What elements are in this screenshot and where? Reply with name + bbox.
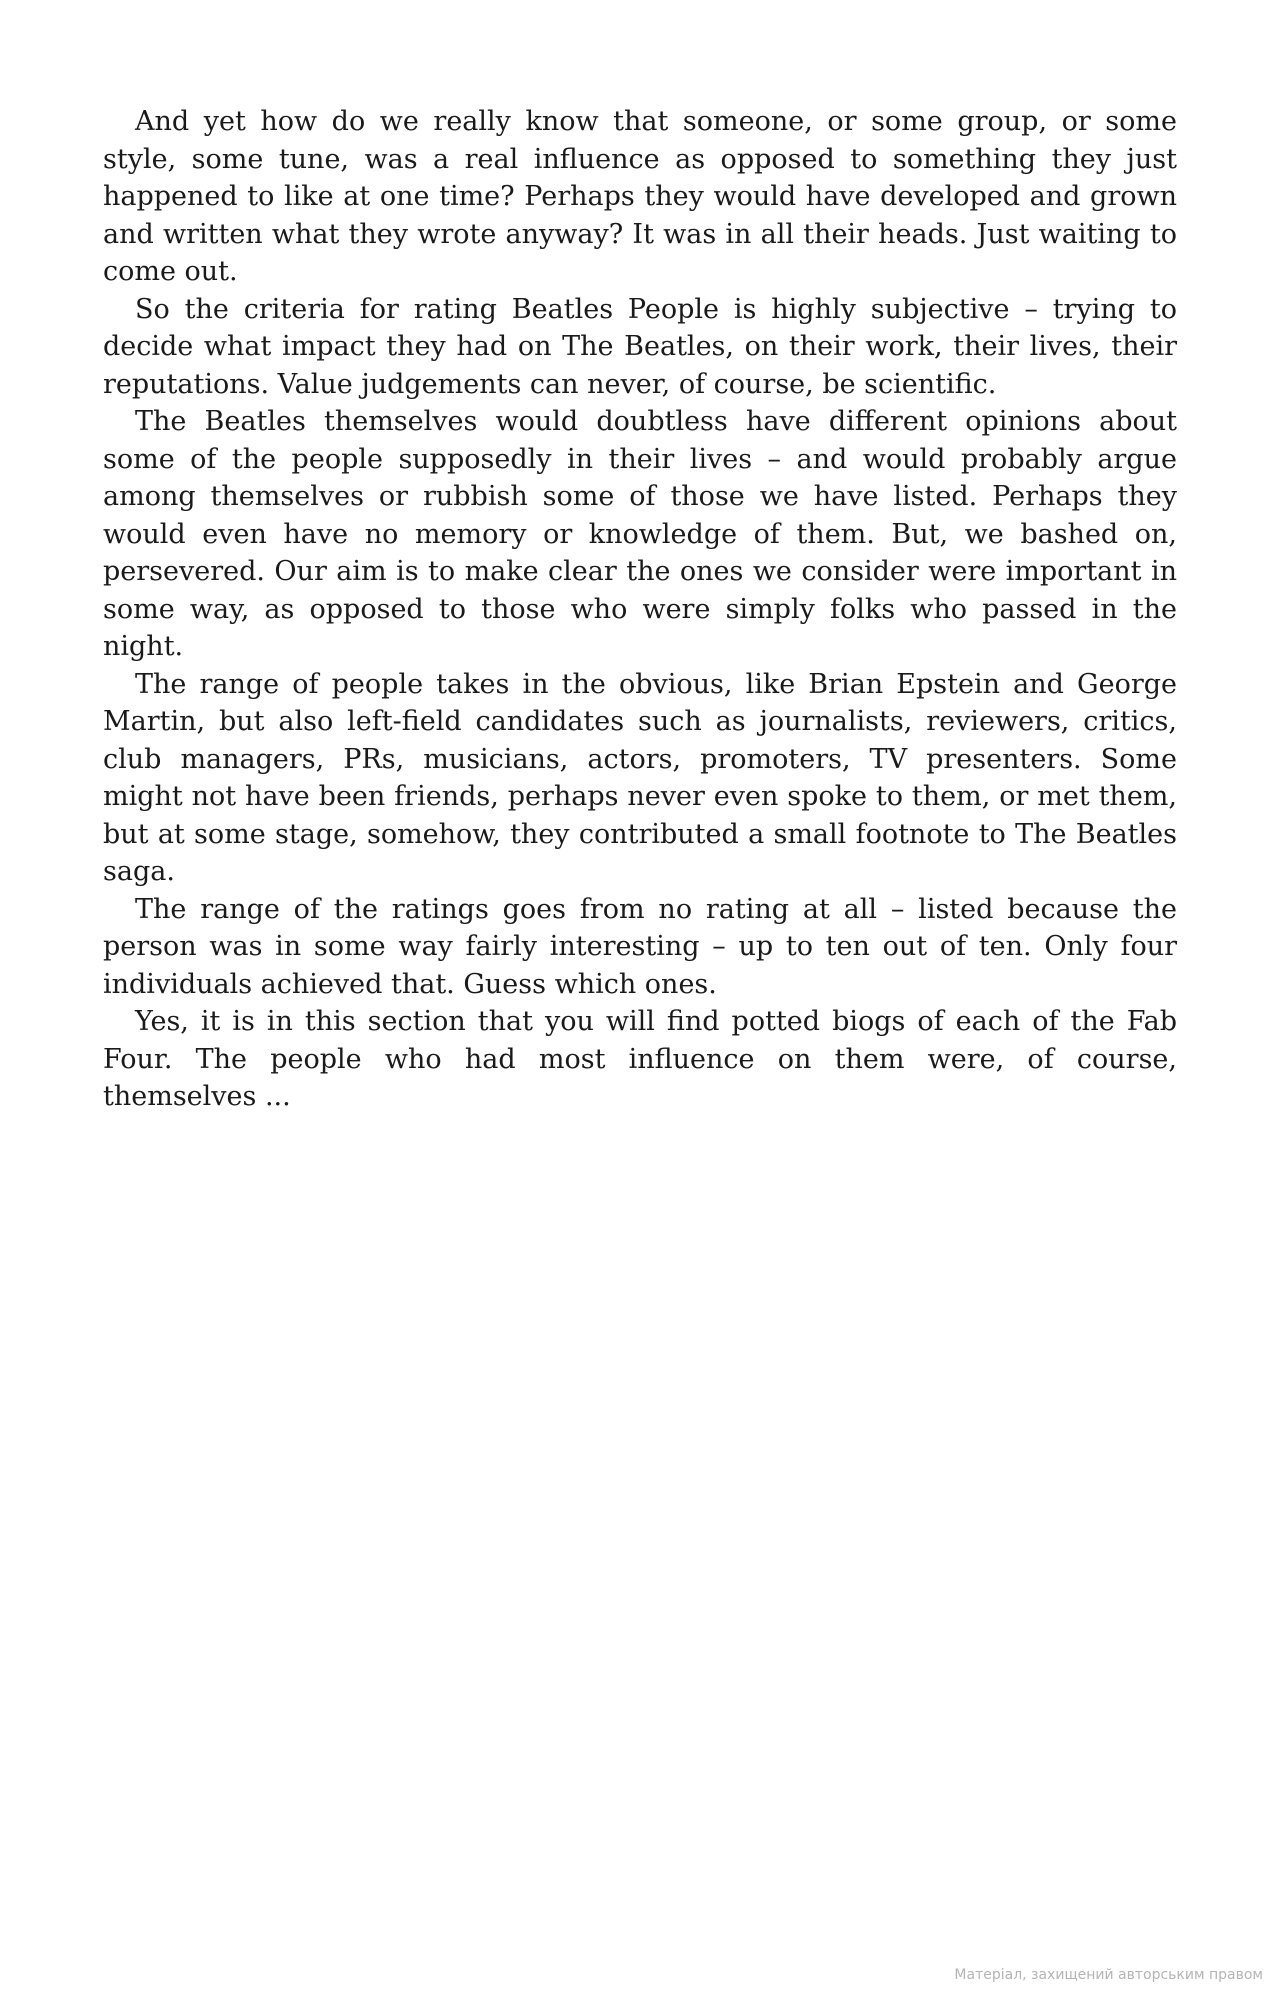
paragraph: The range of the ratings goes from no rating at all – listed because the person was in some way fairly interesting – up to ten out of ten. Only four individuals achieved that. Guess which ones. <box>103 893 1177 1000</box>
paragraph: And yet how do we really know that someone, or some group, or some style, some tune, was a real influence as opposed to something they just happened to like at one time? Perhaps they would have developed and grown and written what they wrote anyway? It was in all their heads. Just waiting to come out. <box>103 106 1177 287</box>
paragraph: Yes, it is in this section that you will find potted biogs of each of the Fab Four. The people who had most influence on them were, of course, themselves ... <box>103 1006 1177 1112</box>
paragraph: The range of people takes in the obvious, like Brian Epstein and George Martin, but also left-field candidates such as journalists, reviewers, critics, club managers, PRs, musicians, actors, promoters, TV presenters. Some might not have been friends, perhaps never even spoke to them, or met them, but at some stage, somehow, they contributed a small footnote to The Beatles saga. <box>103 668 1177 887</box>
copyright-watermark: Матеріал, захищений авторським правом <box>954 1967 1263 1983</box>
paragraph: So the criteria for rating Beatles People is highly subjective – trying to decide what impact they had on The Beatles, on their work, their lives, their reputations. Value judgements can never, of course, be scientific. <box>103 293 1177 400</box>
body-text <box>103 103 1177 1116</box>
paragraph: The Beatles themselves would doubtless have different opinions about some of the people supposedly in their lives – and would probably argue among themselves or rubbish some of those we have listed. Perhaps they would even have no memory or knowledge of them. But, we bashed on, persevered. Our aim is to make clear the ones we consider were important in some way, as opposed to those who were simply folks who passed in the night. <box>103 406 1177 662</box>
